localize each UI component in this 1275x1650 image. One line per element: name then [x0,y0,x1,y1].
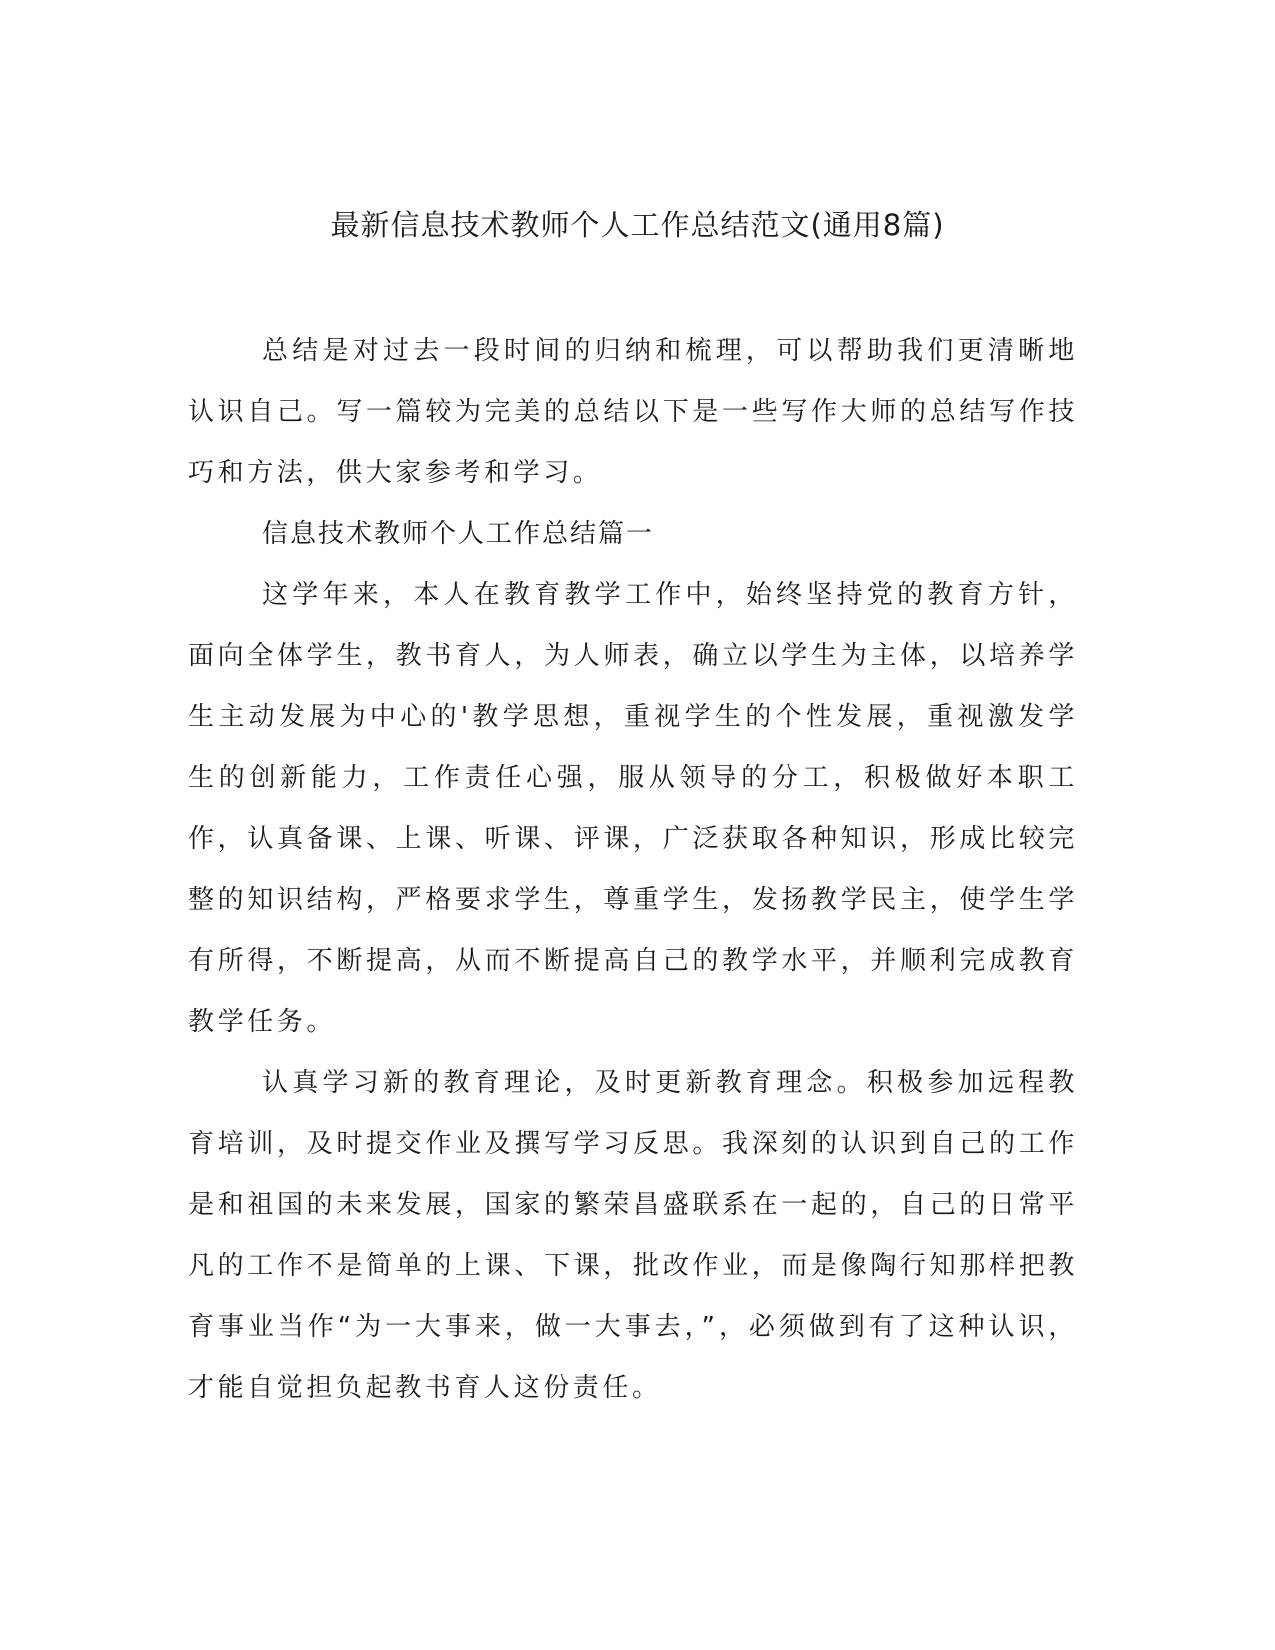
body-paragraph-1: 这学年来，本人在教育教学工作中，始终坚持党的教育方针，面向全体学生，教书育人，为人师表，确立以学生为主体，以培养学生主动发展为中心的'教学思想，重视学生的个性发展，重视激发学生的创新能力，工作责任心强，服从领导的分工，积极做好本职工作，认真备课、上课、听课、评课，广泛获取各种知识，形成比较完整的知识结构，严格要求学生，尊重学生，发扬教学民主，使学生学有所得，不断提高，从而不断提高自己的教学水平，并顺利完成教育教学任务。 [188,580,1078,1037]
document-body [188,321,1078,1419]
body-paragraph-2: 认真学习新的教育理论，及时更新教育理念。积极参加远程教育培训，及时提交作业及撰写学习反思。我深刻的认识到自己的工作是和祖国的未来发展，国家的繁荣昌盛联系在一起的，自己的日常平凡的工作不是简单的上课、下课，批改作业，而是像陶行知那样把教育事业当作“为一大事来，做一大事去，”，必须做到有了这种认识，才能自觉担负起教书育人这份责任。 [188,1068,1078,1403]
section-heading: 信息技术教师个人工作总结篇一 [262,519,655,549]
document-title: 最新信息技术教师个人工作总结范文(通用8篇) [330,208,945,242]
intro-paragraph: 总结是对过去一段时间的归纳和梳理，可以帮助我们更清晰地认识自己。写一篇较为完美的总结以下是一些写作大师的总结写作技巧和方法，供大家参考和学习。 [188,336,1078,488]
